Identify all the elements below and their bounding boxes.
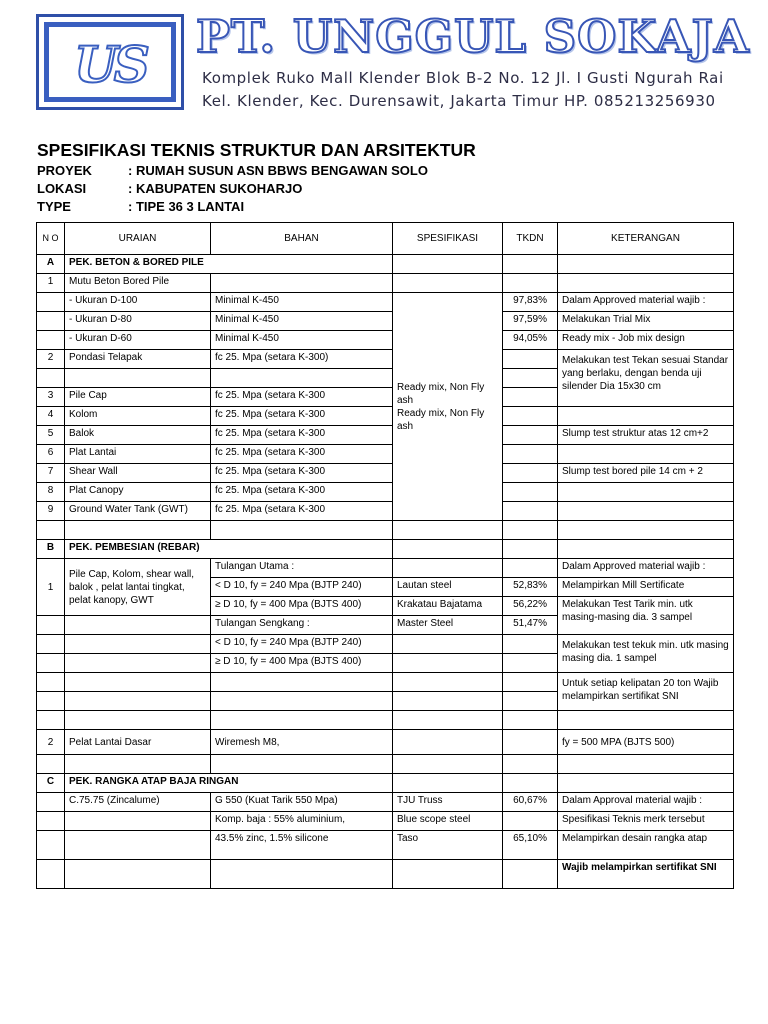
meta-type [37,199,244,214]
empty-cell [211,692,393,711]
table-row [37,860,734,889]
section-title: PEK. BETON & BORED PILE [65,255,393,274]
row-bahan: < D 10, fy = 240 Mpa (BJTP 240) [211,635,393,654]
empty-cell [37,521,65,540]
row-no: 9 [37,502,65,521]
row-spesifikasi: Blue scope steel [393,812,503,831]
table-row [37,293,734,312]
empty-cell [37,831,65,860]
row-keterangan: Melampirkan Mill Sertificate [558,578,734,597]
header-no: N O [37,223,65,255]
row-tkdn [503,812,558,831]
table-row [37,426,734,445]
row-tkdn [503,654,558,673]
empty-cell [503,369,558,388]
table-row [37,755,734,774]
row-tkdn: 97,83% [503,293,558,312]
row-spesifikasi [393,635,503,654]
company-address-line-1: Komplek Ruko Mall Klender Blok B-2 No. 12 Jl. I Gusti Ngurah Rai [202,69,724,87]
empty-cell [37,812,65,831]
empty-cell [503,692,558,711]
row-tkdn [503,388,558,407]
table-row [37,483,734,502]
empty-cell [558,255,734,274]
empty-cell [393,540,503,559]
row-uraian: Pile Cap [65,388,211,407]
company-address-line-2: Kel. Klender, Kec. Durensawit, Jakarta Timur HP. 085213256930 [202,92,716,110]
row-bahan [211,860,393,889]
row-tkdn: 94,05% [503,331,558,350]
row-keterangan [558,274,734,293]
spesifikasi-readymix-2: Ready mix, Non Fly ash [397,407,485,432]
meta-type-value: : TIPE 36 3 LANTAI [128,199,245,214]
row-bahan: Minimal K-450 [211,312,393,331]
row-tkdn: 65,10% [503,831,558,860]
empty-cell [503,774,558,793]
meta-lokasi [37,181,302,196]
row-no [37,331,65,350]
row-bahan: fc 25. Mpa (setara K-300 [211,483,393,502]
table-row [37,673,734,692]
empty-cell [393,730,503,755]
empty-cell [211,369,393,388]
row-uraian [65,831,211,860]
table-header-row [37,223,734,255]
row-no: 4 [37,407,65,426]
row-tkdn [503,635,558,654]
empty-cell [558,711,734,730]
row-uraian: Balok [65,426,211,445]
empty-cell [558,774,734,793]
empty-cell [65,616,211,635]
empty-cell [37,616,65,635]
empty-cell [393,774,503,793]
row-no: 6 [37,445,65,464]
row-tkdn [503,502,558,521]
empty-cell [65,654,211,673]
meta-lokasi-value: : KABUPATEN SUKOHARJO [128,181,303,196]
empty-cell [37,369,65,388]
row-no [37,312,65,331]
empty-cell [65,635,211,654]
company-logo [36,14,184,110]
section-title: PEK. PEMBESIAN (REBAR) [65,540,393,559]
table-row [37,812,734,831]
row-keterangan: Dalam Approval material wajib : [558,793,734,812]
meta-lokasi-label: LOKASI [37,181,87,196]
table-row [37,350,734,369]
row-keterangan: Spesifikasi Teknis merk tersebut [558,812,734,831]
section-title: PEK. RANGKA ATAP BAJA RINGAN [65,774,393,793]
header-keterangan: KETERANGAN [558,223,734,255]
empty-cell [393,755,503,774]
table-row [37,274,734,293]
section-header-row [37,774,734,793]
keterangan-merged-tekan: Melakukan test Tekan sesuai Standar yang berlaku, dengan benda uji silender Dia 15x30 cm [558,350,734,407]
row-no: 8 [37,483,65,502]
row-bahan: Tulangan Sengkang : [211,616,393,635]
table-row [37,407,734,426]
table-row [37,711,734,730]
empty-cell [37,635,65,654]
row-tkdn: 60,67% [503,793,558,812]
empty-cell [558,521,734,540]
row-keterangan: Slump test struktur atas 12 cm+2 [558,426,734,445]
row-keterangan: fy = 500 MPA (BJTS 500) [558,730,734,755]
row-uraian: Plat Canopy [65,483,211,502]
row-bahan: < D 10, fy = 240 Mpa (BJTP 240) [211,578,393,597]
empty-cell [211,521,393,540]
row-bahan: 43.5% zinc, 1.5% silicone [211,831,393,860]
empty-cell [37,793,65,812]
spesifikasi-merged-cell [393,293,503,521]
meta-proyek [37,163,428,178]
section-header-row [37,255,734,274]
row-no: 2 [37,350,65,369]
header-bahan: BAHAN [211,223,393,255]
keterangan-kelipatan: Untuk setiap kelipatan 20 ton Wajib melampirkan sertifikat SNI [558,673,734,711]
empty-cell [65,755,211,774]
row-spesifikasi: Lautan steel [393,578,503,597]
empty-cell [558,540,734,559]
table-row [37,331,734,350]
row-uraian: - Ukuran D-60 [65,331,211,350]
row-tkdn [503,426,558,445]
empty-cell [393,274,503,293]
table-row [37,730,734,755]
row-bahan: Minimal K-450 [211,331,393,350]
row-keterangan: Slump test bored pile 14 cm + 2 [558,464,734,483]
row-spesifikasi [393,559,503,578]
row-spesifikasi: Krakatau Bajatama [393,597,503,616]
row-spesifikasi: TJU Truss [393,793,503,812]
row-tkdn [503,445,558,464]
row-tkdn [503,860,558,889]
row-uraian: Ground Water Tank (GWT) [65,502,211,521]
empty-cell [503,255,558,274]
meta-type-label: TYPE [37,199,71,214]
row-keterangan [558,483,734,502]
row-tkdn: 97,59% [503,312,558,331]
empty-cell [393,521,503,540]
empty-cell [65,692,211,711]
table-row [37,464,734,483]
row-tkdn [503,407,558,426]
row-bahan: Tulangan Utama : [211,559,393,578]
row-tkdn: 51,47% [503,616,558,635]
row-bahan: fc 25. Mpa (setara K-300 [211,426,393,445]
section-no: B [37,540,65,559]
document-title: SPESIFIKASI TEKNIS STRUKTUR DAN ARSITEKTUR [37,140,476,160]
meta-proyek-value: : RUMAH SUSUN ASN BBWS BENGAWAN SOLO [128,163,428,178]
row-tkdn [503,483,558,502]
row-bahan: fc 25. Mpa (setara K-300 [211,407,393,426]
row-spesifikasi [393,654,503,673]
empty-cell [37,692,65,711]
empty-cell [211,673,393,692]
row-no [37,293,65,312]
row-bahan: Minimal K-450 [211,293,393,312]
row-keterangan: Melampirkan desain rangka atap [558,831,734,860]
row-spesifikasi: Master Steel [393,616,503,635]
empty-cell [503,673,558,692]
keterangan-test-tekuk: Melakukan test tekuk min. utk masing masing dia. 1 sampel [558,635,734,673]
row-uraian: Pelat Lantai Dasar [65,730,211,755]
empty-cell [37,860,65,889]
empty-cell [65,673,211,692]
row-bahan: fc 25. Mpa (setara K-300 [211,502,393,521]
row-uraian: Mutu Beton Bored Pile [65,274,211,293]
company-name: PT. UNGGUL SOKAJA [196,10,750,63]
empty-cell [503,755,558,774]
row-keterangan: Wajib melampirkan sertifikat SNI [558,860,734,889]
row-keterangan: Melakukan Trial Mix [558,312,734,331]
row-bahan: Wiremesh M8, [211,730,393,755]
row-bahan: ≥ D 10, fy = 400 Mpa (BJTS 400) [211,654,393,673]
row-uraian [65,812,211,831]
logo-monogram: US [74,35,146,94]
row-tkdn: 56,22% [503,597,558,616]
row-spesifikasi: Taso [393,831,503,860]
section-no: C [37,774,65,793]
row-keterangan: Ready mix - Job mix design [558,331,734,350]
empty-cell [503,540,558,559]
row-spesifikasi [393,860,503,889]
row-no: 7 [37,464,65,483]
section-no: A [37,255,65,274]
row-tkdn [503,350,558,369]
header-uraian: URAIAN [65,223,211,255]
row-uraian: Shear Wall [65,464,211,483]
row-uraian: Plat Lantai [65,445,211,464]
empty-cell [393,711,503,730]
empty-cell [393,673,503,692]
empty-cell [37,755,65,774]
row-keterangan [558,502,734,521]
section-header-row [37,540,734,559]
table-row [37,559,734,578]
header-spesifikasi: SPESIFIKASI [393,223,503,255]
row-no: 3 [37,388,65,407]
table-row [37,445,734,464]
row-bahan: G 550 (Kuat Tarik 550 Mpa) [211,793,393,812]
empty-cell [37,673,65,692]
row-uraian: - Ukuran D-80 [65,312,211,331]
row-uraian: Kolom [65,407,211,426]
spesifikasi-readymix-1: Ready mix, Non Fly ash [397,381,485,406]
row-no: 1 [37,559,65,616]
empty-cell [503,730,558,755]
empty-cell [65,369,211,388]
row-bahan: fc 25. Mpa (setara K-300 [211,388,393,407]
meta-proyek-label: PROYEK [37,163,92,178]
row-no: 5 [37,426,65,445]
row-uraian [65,860,211,889]
table-row [37,502,734,521]
row-uraian: - Ukuran D-100 [65,293,211,312]
empty-cell [37,654,65,673]
empty-cell [211,755,393,774]
row-tkdn: 52,83% [503,578,558,597]
row-bahan: Komp. baja : 55% aluminium, [211,812,393,831]
row-bahan: fc 25. Mpa (setara K-300) [211,350,393,369]
table-row [37,831,734,860]
empty-cell [503,521,558,540]
empty-cell [65,711,211,730]
row-tkdn [503,559,558,578]
table-row [37,312,734,331]
row-bahan: fc 25. Mpa (setara K-300 [211,464,393,483]
spec-table [36,222,734,889]
empty-cell [503,711,558,730]
table-row [37,521,734,540]
row-bahan: fc 25. Mpa (setara K-300 [211,445,393,464]
empty-cell [37,711,65,730]
empty-cell [558,755,734,774]
row-keterangan [558,407,734,426]
empty-cell [393,255,503,274]
row-uraian: C.75.75 (Zincalume) [65,793,211,812]
keterangan-test-tarik: Melakukan Test Tarik min. utk masing-masing dia. 3 sampel [558,597,734,635]
empty-cell [211,711,393,730]
row-bahan [211,274,393,293]
row-keterangan: Dalam Approved material wajib : [558,293,734,312]
row-no: 2 [37,730,65,755]
row-uraian: Pile Cap, Kolom, shear wall, balok , pelat lantai tingkat, pelat kanopy, GWT [65,559,211,616]
row-tkdn [503,464,558,483]
row-keterangan [558,445,734,464]
empty-cell [65,521,211,540]
row-tkdn [503,274,558,293]
row-no: 1 [37,274,65,293]
empty-cell [393,692,503,711]
header-tkdn: TKDN [503,223,558,255]
row-keterangan: Dalam Approved material wajib : [558,559,734,578]
table-row [37,793,734,812]
row-bahan: ≥ D 10, fy = 400 Mpa (BJTS 400) [211,597,393,616]
row-uraian: Pondasi Telapak [65,350,211,369]
table-row [37,635,734,654]
